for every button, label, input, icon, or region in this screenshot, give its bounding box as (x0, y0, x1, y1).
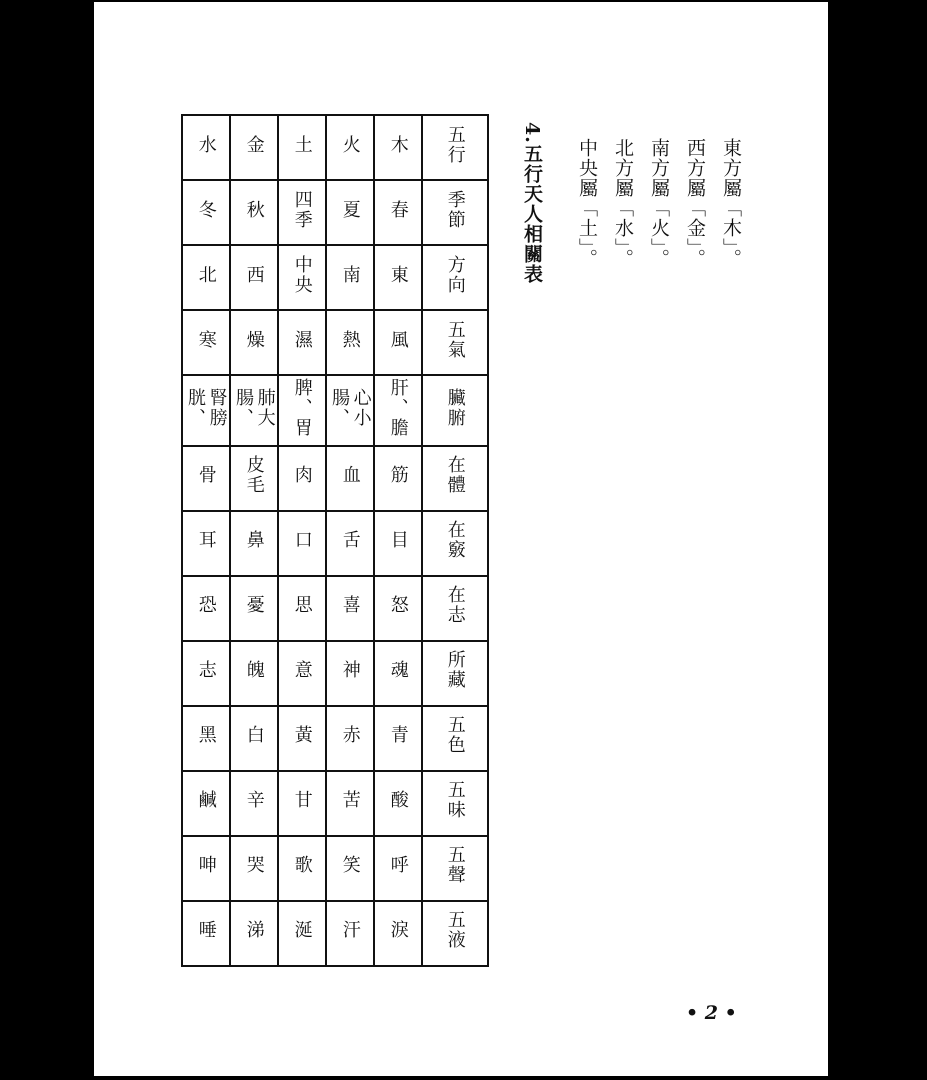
row-header (422, 771, 488, 836)
cell-text: 耳 (195, 530, 217, 551)
cell-text: 憂 (243, 595, 265, 616)
row-header-text: 方向 (444, 254, 466, 295)
cell-text: 涕 (243, 920, 265, 941)
row-header-text: 季節 (444, 189, 466, 230)
cell-text: 土 (291, 134, 313, 155)
table-cell (374, 245, 422, 310)
cell-text: 西 (243, 264, 265, 285)
table-cell (374, 706, 422, 771)
cell-text: 怒 (387, 595, 409, 616)
table-cell (278, 180, 326, 245)
row-header-text: 五氣 (444, 319, 466, 360)
cell-text: 笑 (339, 855, 361, 876)
table-cell (230, 180, 278, 245)
cell-text: 口 (291, 530, 313, 551)
row-header (422, 375, 488, 446)
table-cell (326, 576, 374, 641)
table-cell (278, 901, 326, 966)
table-row (182, 446, 488, 511)
row-header-text: 在志 (444, 585, 466, 626)
table-row (182, 836, 488, 901)
cell-text: 淚 (387, 920, 409, 941)
row-header-text: 臟腑 (444, 387, 466, 428)
table-row (182, 245, 488, 310)
cell-text: 喜 (339, 595, 361, 616)
cell-text: 酸 (387, 790, 409, 811)
table-row (182, 375, 488, 446)
table-cell (230, 375, 278, 446)
cell-text: 心小腸、 (329, 387, 372, 428)
row-header (422, 511, 488, 576)
cell-text: 血 (339, 465, 361, 486)
table-cell (278, 375, 326, 446)
cell-text: 肝、膽 (387, 377, 409, 438)
cell-text: 皮毛 (243, 455, 265, 496)
row-header-text: 五味 (444, 780, 466, 821)
table-cell (374, 375, 422, 446)
table-cell (182, 771, 230, 836)
table-cell (278, 836, 326, 901)
table-cell (326, 836, 374, 901)
table-cell (326, 245, 374, 310)
table-cell (374, 115, 422, 180)
cell-text: 寒 (195, 329, 217, 350)
table-row (182, 576, 488, 641)
table-cell (374, 901, 422, 966)
table-cell (230, 836, 278, 901)
table-cell (278, 310, 326, 375)
table-cell (230, 245, 278, 310)
table-cell (182, 180, 230, 245)
table-cell (182, 310, 230, 375)
table-row (182, 310, 488, 375)
cell-text: 熱 (339, 329, 361, 350)
table-row (182, 706, 488, 771)
table-cell (230, 706, 278, 771)
table-cell (182, 901, 230, 966)
table-cell (182, 836, 230, 901)
row-header (422, 446, 488, 511)
table-cell (278, 771, 326, 836)
note-north: 北方屬「水」。 (612, 138, 634, 269)
cell-text: 肉 (291, 465, 313, 486)
row-header (422, 706, 488, 771)
table-cell (182, 511, 230, 576)
cell-text: 春 (387, 199, 409, 220)
cell-text: 赤 (339, 725, 361, 746)
table-cell (182, 446, 230, 511)
cell-text: 舌 (339, 530, 361, 551)
cell-text: 辛 (243, 790, 265, 811)
cell-text: 白 (243, 725, 265, 746)
cell-text: 志 (195, 660, 217, 681)
table-cell (182, 115, 230, 180)
cell-text: 鹹 (195, 790, 217, 811)
cell-text: 脾、胃 (291, 377, 313, 438)
table-cell (326, 115, 374, 180)
table-cell (374, 310, 422, 375)
table-cell (182, 245, 230, 310)
cell-text: 中央 (291, 254, 313, 295)
cell-text: 腎膀胱、 (185, 387, 228, 428)
table-cell (374, 771, 422, 836)
note-center: 中央屬「土」。 (576, 138, 598, 269)
row-header (422, 310, 488, 375)
table-cell (374, 836, 422, 901)
table-cell (326, 180, 374, 245)
row-header-text: 五色 (444, 715, 466, 756)
cell-text: 呼 (387, 855, 409, 876)
cell-text: 汗 (339, 920, 361, 941)
row-header-text: 五液 (444, 910, 466, 951)
table-cell (326, 771, 374, 836)
table-cell (326, 511, 374, 576)
table-cell (182, 375, 230, 446)
table-cell (182, 706, 230, 771)
cell-text: 夏 (339, 199, 361, 220)
cell-text: 甘 (291, 790, 313, 811)
cell-text: 神 (339, 660, 361, 681)
table-cell (374, 641, 422, 706)
table-cell (278, 511, 326, 576)
cell-text: 青 (387, 725, 409, 746)
note-east: 東方屬「木」。 (720, 138, 742, 269)
row-header (422, 836, 488, 901)
table-row (182, 641, 488, 706)
note-south: 南方屬「火」。 (648, 138, 670, 269)
table-cell (326, 706, 374, 771)
five-elements-table (181, 114, 489, 967)
cell-text: 火 (339, 134, 361, 155)
row-header (422, 901, 488, 966)
table-cell (278, 446, 326, 511)
table-cell (278, 576, 326, 641)
table-row (182, 511, 488, 576)
cell-text: 筋 (387, 465, 409, 486)
cell-text: 金 (243, 134, 265, 155)
table-row (182, 115, 488, 180)
cell-text: 呻 (195, 855, 217, 876)
row-header-text: 五聲 (444, 845, 466, 886)
row-header (422, 641, 488, 706)
cell-text: 東 (387, 264, 409, 285)
cell-text: 涎 (291, 920, 313, 941)
cell-text: 骨 (195, 465, 217, 486)
table-cell (278, 115, 326, 180)
table-cell (230, 771, 278, 836)
table-cell (230, 576, 278, 641)
cell-text: 鼻 (243, 530, 265, 551)
table-cell (182, 641, 230, 706)
table-cell (230, 511, 278, 576)
cell-text: 冬 (195, 199, 217, 220)
cell-text: 黑 (195, 725, 217, 746)
note-west: 西方屬「金」。 (684, 138, 706, 269)
table-cell (230, 901, 278, 966)
cell-text: 水 (195, 134, 217, 155)
table-cell (326, 641, 374, 706)
cell-text: 歌 (291, 855, 313, 876)
table-cell (230, 310, 278, 375)
cell-text: 魂 (387, 660, 409, 681)
table-cell (230, 446, 278, 511)
table-cell (278, 641, 326, 706)
table-row (182, 901, 488, 966)
table-cell (326, 375, 374, 446)
cell-text: 思 (291, 595, 313, 616)
cell-text: 恐 (195, 595, 217, 616)
row-header (422, 115, 488, 180)
table-title: 4.五行天人相關表 (521, 122, 543, 284)
table-row (182, 771, 488, 836)
cell-text: 北 (195, 264, 217, 285)
table-cell (374, 446, 422, 511)
cell-text: 木 (387, 134, 409, 155)
table-cell (326, 901, 374, 966)
row-header (422, 245, 488, 310)
cell-text: 肺大腸、 (233, 387, 276, 428)
table-cell (374, 576, 422, 641)
row-header-text: 在體 (444, 455, 466, 496)
table-cell (374, 511, 422, 576)
table-cell (182, 576, 230, 641)
cell-text: 燥 (243, 329, 265, 350)
cell-text: 目 (387, 530, 409, 551)
row-header (422, 180, 488, 245)
row-header-text: 在竅 (444, 520, 466, 561)
page-number: • 2 • (686, 1002, 737, 1024)
cell-text: 意 (291, 660, 313, 681)
book-page (94, 2, 828, 1076)
table-cell (278, 706, 326, 771)
cell-text: 南 (339, 264, 361, 285)
table-row (182, 180, 488, 245)
table-cell (278, 245, 326, 310)
cell-text: 秋 (243, 199, 265, 220)
table-cell (326, 446, 374, 511)
table-cell (326, 310, 374, 375)
cell-text: 魄 (243, 660, 265, 681)
cell-text: 四季 (291, 189, 313, 230)
cell-text: 黃 (291, 725, 313, 746)
cell-text: 哭 (243, 855, 265, 876)
table-cell (230, 115, 278, 180)
table-cell (374, 180, 422, 245)
cell-text: 唾 (195, 920, 217, 941)
row-header (422, 576, 488, 641)
row-header-text: 五行 (444, 124, 466, 165)
row-header-text: 所藏 (444, 650, 466, 691)
cell-text: 濕 (291, 329, 313, 350)
cell-text: 苦 (339, 790, 361, 811)
table-cell (230, 641, 278, 706)
cell-text: 風 (387, 329, 409, 350)
